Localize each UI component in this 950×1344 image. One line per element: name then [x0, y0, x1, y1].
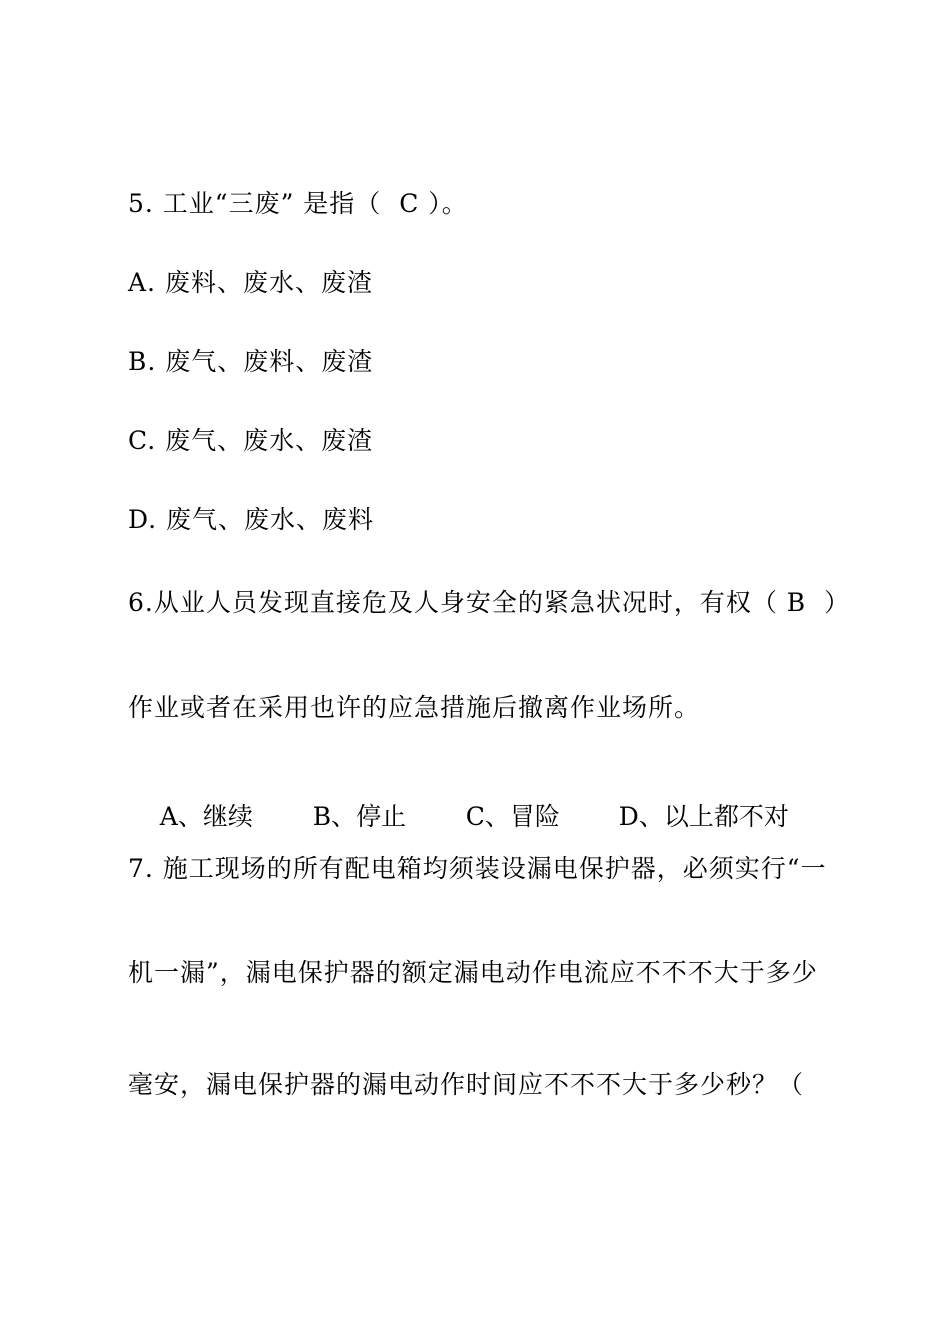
question-7-stem-line-2: 机一漏”，漏电保护器的额定漏电动作电流应不不不大于多少 — [128, 958, 818, 987]
question-6-options — [128, 772, 789, 862]
question-6-stem-line-2: 作业或者在采用也许的应急措施后撤离作业场所。 — [128, 693, 701, 722]
question-5-option-a: A. 废料、废水、废渣 — [128, 268, 373, 297]
question-6-option-b: B、停止 — [312, 802, 407, 831]
question-6-option-a: A、继续 — [159, 802, 253, 831]
question-7-stem-line-1: 7. 施工现场的所有配电箱均须装设漏电保护器，必须实行“一 — [128, 854, 827, 883]
question-6-option-c: C、冒险 — [465, 802, 560, 831]
question-6-option-d: D、以上都不对 — [618, 802, 789, 831]
question-5-option-b: B. 废气、废料、废渣 — [128, 347, 374, 376]
question-6-stem-line-1: 6.从业人员发现直接危及人身安全的紧急状况时，有权（ B ） — [128, 588, 851, 617]
question-5-option-d: D. 废气、废水、废料 — [128, 505, 375, 534]
question-5-stem: 5. 工业“三废” 是指（ C ）。 — [128, 189, 468, 218]
question-7-stem-line-3: 毫安，漏电保护器的漏电动作时间应不不不大于多少秒？（ — [128, 1070, 805, 1099]
question-5-option-c: C. 废气、废水、废渣 — [128, 426, 374, 455]
